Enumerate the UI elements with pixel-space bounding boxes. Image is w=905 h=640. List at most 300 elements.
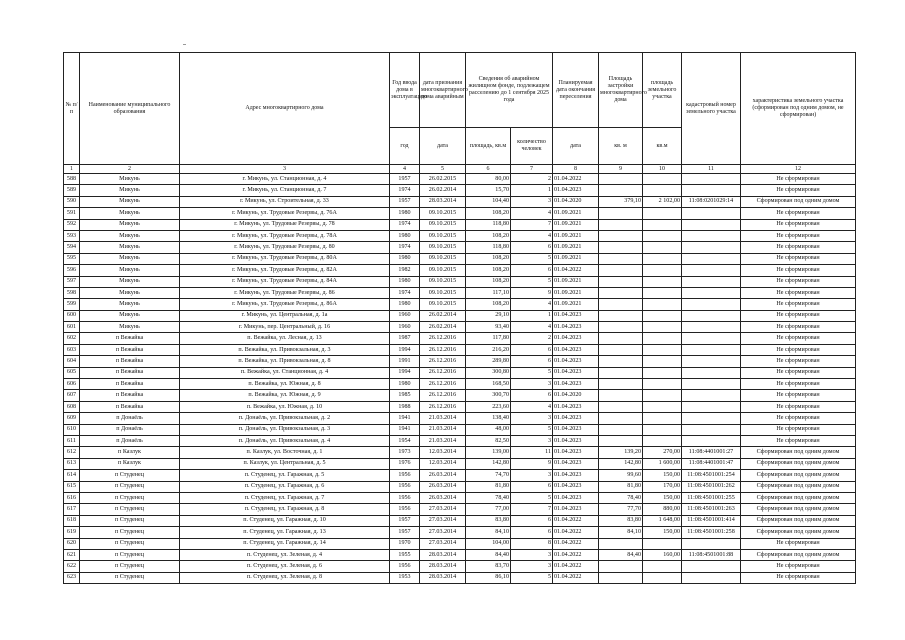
cell-year: 1956 — [390, 470, 420, 481]
cell-building-area: 77,70 — [599, 504, 643, 515]
cell-num: 609 — [64, 413, 80, 424]
cell-year: 1956 — [390, 504, 420, 515]
cell-area: 15,70 — [466, 185, 511, 196]
cell-building-area — [599, 356, 643, 367]
cell-land-area — [643, 276, 682, 287]
cell-recognition-date: 26.12.2016 — [420, 390, 466, 401]
cell-year: 1973 — [390, 447, 420, 458]
cell-planned-date: 01.04.2023 — [553, 379, 599, 390]
cell-municipality: п Студенец — [80, 538, 180, 549]
cell-cadastral — [682, 185, 741, 196]
table-row — [64, 413, 856, 424]
cell-cadastral — [682, 310, 741, 321]
cell-people: 4 — [511, 230, 553, 241]
cell-num: 607 — [64, 390, 80, 401]
table-row — [64, 344, 856, 355]
cell-address: п. Студенец, ул. Зеленая, д. 8 — [180, 572, 390, 583]
cell-area: 300,70 — [466, 390, 511, 401]
cell-people: 6 — [511, 344, 553, 355]
cell-building-area: 78,40 — [599, 492, 643, 503]
cell-area: 29,10 — [466, 310, 511, 321]
table-row — [64, 549, 856, 560]
cell-num: 617 — [64, 504, 80, 515]
col-number: 10 — [643, 165, 682, 174]
cell-people: 8 — [511, 538, 553, 549]
cell-municipality: Микунь — [80, 208, 180, 219]
cell-land-char: Не сформирован — [741, 390, 856, 401]
cell-municipality: п Студенец — [80, 549, 180, 560]
cell-land-char: Не сформирован — [741, 344, 856, 355]
cell-people: 6 — [511, 390, 553, 401]
cell-year: 1956 — [390, 481, 420, 492]
cell-year: 1976 — [390, 458, 420, 469]
cell-area: 289,80 — [466, 356, 511, 367]
cell-recognition-date: 09.10.2015 — [420, 265, 466, 276]
cell-building-area: 84,10 — [599, 527, 643, 538]
cell-cadastral — [682, 379, 741, 390]
cell-year: 1941 — [390, 413, 420, 424]
subheader-sqm2: кв.м — [643, 128, 682, 165]
cell-recognition-date: 26.12.2016 — [420, 356, 466, 367]
table-row — [64, 253, 856, 264]
cell-land-area: 880,00 — [643, 504, 682, 515]
cell-area: 223,60 — [466, 401, 511, 412]
cell-recognition-date: 28.03.2014 — [420, 196, 466, 207]
table-row — [64, 481, 856, 492]
cell-municipality: Микунь — [80, 287, 180, 298]
cell-people: 2 — [511, 174, 553, 185]
cell-address: г. Микунь, ул. Трудовые Резервы, д. 78А — [180, 230, 390, 241]
cell-year: 1953 — [390, 572, 420, 583]
cell-address: п. Казлук, ул. Восточная, д. 1 — [180, 447, 390, 458]
cell-building-area — [599, 230, 643, 241]
cell-cadastral: 11:08:4501001:254 — [682, 470, 741, 481]
cell-num: 620 — [64, 538, 80, 549]
cell-recognition-date: 09.10.2015 — [420, 230, 466, 241]
emergency-housing-table — [63, 52, 856, 584]
cell-planned-date: 01.04.2023 — [553, 356, 599, 367]
cell-municipality: п Вежайка — [80, 356, 180, 367]
cell-people: 4 — [511, 208, 553, 219]
col-number: 11 — [682, 165, 741, 174]
cell-num: 616 — [64, 492, 80, 503]
cell-building-area — [599, 413, 643, 424]
cell-people: 4 — [511, 401, 553, 412]
cell-people: 3 — [511, 470, 553, 481]
cell-area: 216,20 — [466, 344, 511, 355]
cell-land-char: Не сформирован — [741, 174, 856, 185]
cell-recognition-date: 26.02.2014 — [420, 322, 466, 333]
cell-num: 605 — [64, 367, 80, 378]
cell-recognition-date: 27.03.2014 — [420, 527, 466, 538]
cell-address: г. Микунь, ул. Центральная, д. 1а — [180, 310, 390, 321]
cell-cadastral: 11:08:4501001:263 — [682, 504, 741, 515]
cell-address: п. Вежайка, ул. Привокзальная, д. 8 — [180, 356, 390, 367]
cell-land-area — [643, 322, 682, 333]
cell-address: г. Микунь, ул. Трудовые Резервы, д. 80А — [180, 253, 390, 264]
cell-recognition-date: 21.03.2014 — [420, 413, 466, 424]
cell-land-char: Сформирован под одним домом — [741, 492, 856, 503]
cell-num: 606 — [64, 379, 80, 390]
table-row — [64, 208, 856, 219]
cell-cadastral: 11:08:0201029:14 — [682, 196, 741, 207]
col-number: 8 — [553, 165, 599, 174]
cell-cadastral — [682, 333, 741, 344]
cell-area: 80,00 — [466, 174, 511, 185]
cell-people: 3 — [511, 435, 553, 446]
cell-area: 142,80 — [466, 458, 511, 469]
cell-land-area — [643, 265, 682, 276]
table-row — [64, 333, 856, 344]
cell-land-char: Не сформирован — [741, 287, 856, 298]
cell-year: 1957 — [390, 527, 420, 538]
table-row — [64, 310, 856, 321]
cell-municipality: п Вежайка — [80, 379, 180, 390]
cell-address: г. Микунь, ул. Трудовые Резервы, д. 78 — [180, 219, 390, 230]
cell-building-area: 379,10 — [599, 196, 643, 207]
cell-land-char: Не сформирован — [741, 219, 856, 230]
cell-planned-date: 01.04.2022 — [553, 538, 599, 549]
cell-cadastral: 11:08:4401001:47 — [682, 458, 741, 469]
cell-land-char: Сформирован под одним домом — [741, 458, 856, 469]
cell-year: 1980 — [390, 299, 420, 310]
table-row — [64, 504, 856, 515]
cell-cadastral — [682, 572, 741, 583]
cell-cadastral: 11:08:4401001:27 — [682, 447, 741, 458]
cell-address: п. Вежайка, ул. Южная, д. 9 — [180, 390, 390, 401]
cell-address: п. Студенец, ул. Зеленая, д. 6 — [180, 561, 390, 572]
cell-land-area — [643, 344, 682, 355]
cell-recognition-date: 26.12.2016 — [420, 401, 466, 412]
cell-cadastral: 11:08:4501001:255 — [682, 492, 741, 503]
cell-land-char: Не сформирован — [741, 561, 856, 572]
cell-address: г. Микунь, ул. Трудовые Резервы, д. 86А — [180, 299, 390, 310]
cell-planned-date: 01.09.2021 — [553, 287, 599, 298]
cell-year: 1980 — [390, 276, 420, 287]
table-row — [64, 515, 856, 526]
cell-land-area — [643, 242, 682, 253]
cell-building-area — [599, 310, 643, 321]
cell-land-area — [643, 208, 682, 219]
cell-planned-date: 01.09.2021 — [553, 230, 599, 241]
cell-area: 108,20 — [466, 253, 511, 264]
cell-municipality: Микунь — [80, 219, 180, 230]
cell-building-area — [599, 253, 643, 264]
cell-people: 6 — [511, 481, 553, 492]
table-row — [64, 287, 856, 298]
cell-municipality: п Вежайка — [80, 344, 180, 355]
cell-recognition-date: 26.12.2016 — [420, 379, 466, 390]
cell-cadastral — [682, 265, 741, 276]
cell-address: п. Казлук, ул. Центральная, д. 5 — [180, 458, 390, 469]
cell-land-char: Не сформирован — [741, 299, 856, 310]
cell-municipality: Микунь — [80, 253, 180, 264]
cell-recognition-date: 21.03.2014 — [420, 435, 466, 446]
cell-recognition-date: 12.03.2014 — [420, 458, 466, 469]
cell-cadastral — [682, 219, 741, 230]
cell-building-area — [599, 185, 643, 196]
cell-year: 1960 — [390, 310, 420, 321]
cell-num: 594 — [64, 242, 80, 253]
cell-planned-date: 01.04.2023 — [553, 310, 599, 321]
cell-municipality: п Казлук — [80, 458, 180, 469]
cell-area: 300,80 — [466, 367, 511, 378]
cell-municipality: Микунь — [80, 322, 180, 333]
cell-address: г. Микунь, ул. Трудовые Резервы, д. 86 — [180, 287, 390, 298]
cell-land-area — [643, 401, 682, 412]
cell-recognition-date: 09.10.2015 — [420, 208, 466, 219]
cell-area: 84,40 — [466, 549, 511, 560]
cell-people: 5 — [511, 276, 553, 287]
cell-planned-date: 01.04.2023 — [553, 447, 599, 458]
cell-year: 1980 — [390, 253, 420, 264]
cell-address: г. Микунь, пер. Центральный, д. 16 — [180, 322, 390, 333]
cell-address: г. Микунь, ул. Трудовые Резервы, д. 82А — [180, 265, 390, 276]
cell-year: 1974 — [390, 219, 420, 230]
cell-municipality: Микунь — [80, 299, 180, 310]
cell-year: 1974 — [390, 287, 420, 298]
cell-cadastral — [682, 390, 741, 401]
cell-municipality: п Вежайка — [80, 367, 180, 378]
cell-area: 74,70 — [466, 470, 511, 481]
table-row — [64, 276, 856, 287]
cell-planned-date: 01.09.2021 — [553, 276, 599, 287]
cell-area: 77,00 — [466, 504, 511, 515]
cell-land-area: 1 648,00 — [643, 515, 682, 526]
cell-people: 3 — [511, 196, 553, 207]
cell-cadastral — [682, 276, 741, 287]
cell-municipality: Микунь — [80, 265, 180, 276]
cell-land-area: 160,00 — [643, 549, 682, 560]
cell-people: 2 — [511, 333, 553, 344]
cell-year: 1956 — [390, 561, 420, 572]
cell-recognition-date: 09.10.2015 — [420, 253, 466, 264]
cell-building-area — [599, 390, 643, 401]
cell-land-area: 270,00 — [643, 447, 682, 458]
subheader-date: дата — [420, 128, 466, 165]
cell-land-area — [643, 561, 682, 572]
cell-land-area — [643, 390, 682, 401]
cell-land-area — [643, 333, 682, 344]
col-number: 2 — [80, 165, 180, 174]
cell-land-area — [643, 310, 682, 321]
cell-year: 1957 — [390, 174, 420, 185]
col-number: 6 — [466, 165, 511, 174]
cell-planned-date: 01.04.2022 — [553, 561, 599, 572]
subheader-date2: дата — [553, 128, 599, 165]
cell-land-area — [643, 287, 682, 298]
cell-building-area — [599, 333, 643, 344]
cell-land-area: 150,00 — [643, 470, 682, 481]
cell-people: 3 — [511, 561, 553, 572]
table-row — [64, 299, 856, 310]
cell-year: 1980 — [390, 208, 420, 219]
cell-planned-date: 01.04.2022 — [553, 572, 599, 583]
cell-recognition-date: 09.10.2015 — [420, 287, 466, 298]
cell-recognition-date: 26.03.2014 — [420, 481, 466, 492]
cell-planned-date: 01.09.2021 — [553, 242, 599, 253]
cell-people: 5 — [511, 253, 553, 264]
cell-building-area — [599, 572, 643, 583]
cell-people: 3 — [511, 379, 553, 390]
cell-land-char: Не сформирован — [741, 185, 856, 196]
cell-people: 3 — [511, 413, 553, 424]
cell-planned-date: 01.04.2023 — [553, 401, 599, 412]
cell-planned-date: 01.04.2023 — [553, 458, 599, 469]
cell-municipality: Микунь — [80, 230, 180, 241]
cell-address: г. Микунь, ул. Строительная, д. 33 — [180, 196, 390, 207]
cell-address: п. Донаёль, ул. Привокзальная, д. 4 — [180, 435, 390, 446]
cell-people: 6 — [511, 242, 553, 253]
cell-year: 1957 — [390, 196, 420, 207]
table-row — [64, 424, 856, 435]
cell-address: п. Студенец, ул. Гаражная, д. 5 — [180, 470, 390, 481]
cell-cadastral — [682, 413, 741, 424]
cell-building-area: 84,40 — [599, 549, 643, 560]
cell-recognition-date: 09.10.2015 — [420, 299, 466, 310]
cell-recognition-date: 12.03.2014 — [420, 447, 466, 458]
col-number: 12 — [741, 165, 856, 174]
cell-num: 611 — [64, 435, 80, 446]
cell-building-area — [599, 561, 643, 572]
cell-cadastral: 11:08:4501001:88 — [682, 549, 741, 560]
cell-num: 619 — [64, 527, 80, 538]
cell-building-area — [599, 322, 643, 333]
cell-address: п. Вежайка, ул. Станционная, д. 4 — [180, 367, 390, 378]
cell-building-area — [599, 287, 643, 298]
subheader-sqm: кв. м — [599, 128, 643, 165]
cell-num: 601 — [64, 322, 80, 333]
col-number: 9 — [599, 165, 643, 174]
table-row — [64, 322, 856, 333]
cell-municipality: Микунь — [80, 185, 180, 196]
cell-land-char: Не сформирован — [741, 265, 856, 276]
cell-area: 108,20 — [466, 208, 511, 219]
cell-year: 1974 — [390, 185, 420, 196]
cell-planned-date: 01.04.2023 — [553, 470, 599, 481]
cell-year: 1980 — [390, 230, 420, 241]
cell-land-char: Сформирован под одним домом — [741, 481, 856, 492]
cell-num: 598 — [64, 287, 80, 298]
cell-recognition-date: 26.02.2015 — [420, 174, 466, 185]
cell-building-area — [599, 379, 643, 390]
cell-people: 9 — [511, 287, 553, 298]
cell-cadastral — [682, 538, 741, 549]
cell-land-char: Не сформирован — [741, 356, 856, 367]
cell-municipality: п Студенец — [80, 504, 180, 515]
cell-num: 621 — [64, 549, 80, 560]
cell-year: 1985 — [390, 390, 420, 401]
cell-municipality: п Вежайка — [80, 401, 180, 412]
cell-cadastral — [682, 401, 741, 412]
cell-area: 104,00 — [466, 538, 511, 549]
cell-num: 600 — [64, 310, 80, 321]
cell-land-char: Не сформирован — [741, 367, 856, 378]
cell-building-area: 81,80 — [599, 481, 643, 492]
cell-area: 86,10 — [466, 572, 511, 583]
cell-cadastral — [682, 242, 741, 253]
table-row — [64, 379, 856, 390]
cell-building-area — [599, 174, 643, 185]
cell-people: 5 — [511, 492, 553, 503]
cell-recognition-date: 26.12.2016 — [420, 367, 466, 378]
cell-area: 117,10 — [466, 287, 511, 298]
table-body — [64, 174, 856, 584]
cell-people: 11 — [511, 447, 553, 458]
cell-num: 590 — [64, 196, 80, 207]
cell-cadastral — [682, 287, 741, 298]
header-address: Адрес многоквартирного дома — [180, 53, 390, 165]
cell-municipality: п Вежайка — [80, 390, 180, 401]
cell-recognition-date: 26.02.2014 — [420, 310, 466, 321]
cell-planned-date: 01.04.2020 — [553, 390, 599, 401]
table-row — [64, 185, 856, 196]
cell-land-area — [643, 219, 682, 230]
cell-planned-date: 01.04.2022 — [553, 515, 599, 526]
cell-num: 622 — [64, 561, 80, 572]
cell-land-char: Не сформирован — [741, 435, 856, 446]
table-row — [64, 527, 856, 538]
cell-num: 599 — [64, 299, 80, 310]
cell-address: п. Вежайка, ул. Привокзальная, д. 3 — [180, 344, 390, 355]
cell-municipality: Микунь — [80, 242, 180, 253]
cell-recognition-date: 09.10.2015 — [420, 219, 466, 230]
cell-land-area — [643, 356, 682, 367]
cell-recognition-date: 28.03.2014 — [420, 549, 466, 560]
cell-planned-date: 01.09.2021 — [553, 253, 599, 264]
table-row — [64, 230, 856, 241]
table-row — [64, 356, 856, 367]
cell-year: 1982 — [390, 265, 420, 276]
cell-planned-date: 01.04.2022 — [553, 549, 599, 560]
cell-area: 108,20 — [466, 299, 511, 310]
cell-land-area — [643, 538, 682, 549]
table-row — [64, 561, 856, 572]
header-cadastral: кадастровый номер земельного участка — [682, 53, 741, 165]
cell-cadastral — [682, 424, 741, 435]
header-municipality: Наименование муниципального образования — [80, 53, 180, 165]
cell-num: 614 — [64, 470, 80, 481]
cell-address: п. Студенец, ул. Гаражная, д. 6 — [180, 481, 390, 492]
cell-land-char: Не сформирован — [741, 572, 856, 583]
cell-address: п. Студенец, ул. Зеленая, д. 4 — [180, 549, 390, 560]
cell-num: 589 — [64, 185, 80, 196]
cell-land-area — [643, 413, 682, 424]
cell-people: 9 — [511, 458, 553, 469]
table-row — [64, 242, 856, 253]
cell-address: г. Микунь, ул. Трудовые Резервы, д. 76А — [180, 208, 390, 219]
cell-address: п. Студенец, ул. Гаражная, д. 14 — [180, 538, 390, 549]
column-numbers-row — [64, 165, 856, 174]
cell-building-area — [599, 424, 643, 435]
cell-land-char: Не сформирован — [741, 333, 856, 344]
cell-cadastral — [682, 322, 741, 333]
cell-num: 623 — [64, 572, 80, 583]
cell-building-area — [599, 242, 643, 253]
cell-num: 618 — [64, 515, 80, 526]
cell-people: 6 — [511, 265, 553, 276]
cell-building-area: 83,80 — [599, 515, 643, 526]
cell-people: 3 — [511, 549, 553, 560]
cell-area: 93,40 — [466, 322, 511, 333]
cell-recognition-date: 26.02.2014 — [420, 185, 466, 196]
cell-area: 83,70 — [466, 561, 511, 572]
cell-municipality: п Студенец — [80, 561, 180, 572]
cell-municipality: п Студенец — [80, 492, 180, 503]
cell-people: 1 — [511, 310, 553, 321]
cell-year: 1941 — [390, 424, 420, 435]
cell-recognition-date: 27.03.2014 — [420, 515, 466, 526]
